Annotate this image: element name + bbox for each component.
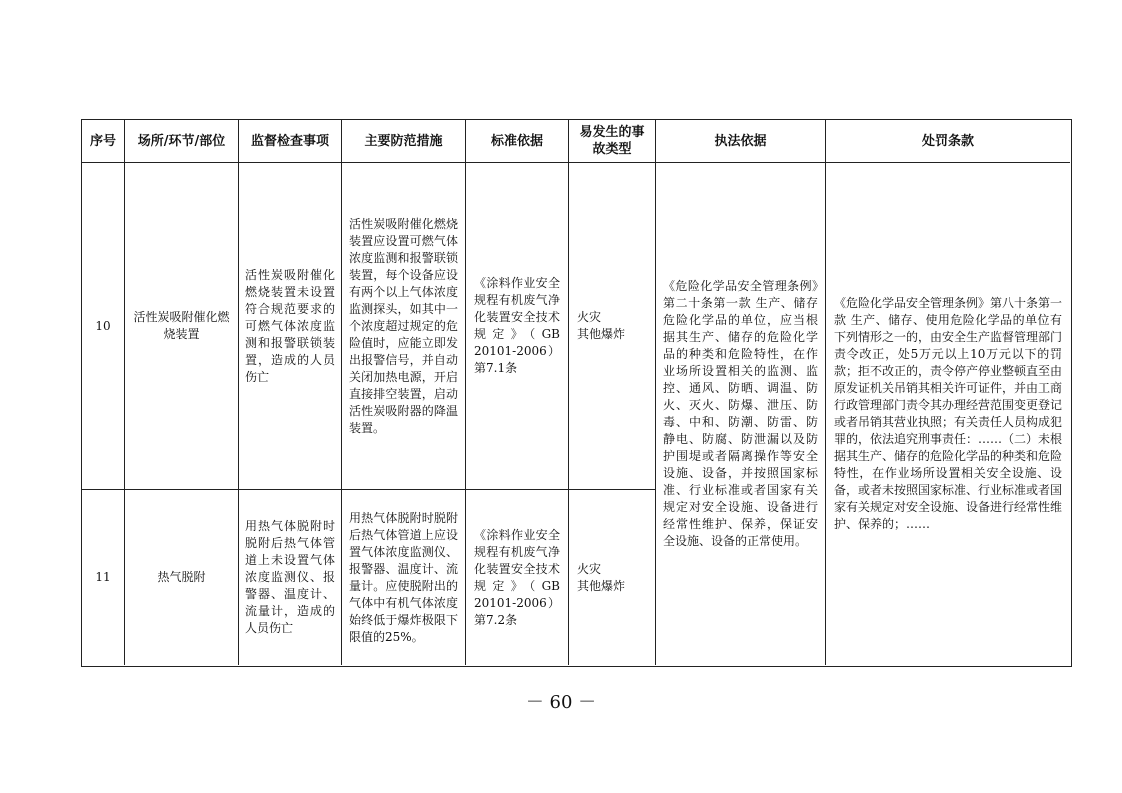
header-standard: 标准依据 <box>490 133 543 149</box>
row-measures: 活性炭吸附催化燃烧装置应设置可燃气体浓度监测和报警联锁装置，每个设备应设有两个以上气体浓度监测探头，如其中一个浓度超过规定的危险值时，应能立即发出报警信号，并自动关闭加热电源，开启直接排空装置，启动活性炭吸附器的降温装置。 <box>349 216 458 435</box>
row-place: 活性炭吸附催化燃烧装置 <box>133 310 230 341</box>
law-basis: 《危险化学品安全管理条例》第二十条第一款 生产、储存危险化学品的单位，应当根据其生产、储存的危险化学品的种类和危险特性，在作业场所设置相关的监测、监控、通风、防晒、调温、防火、灭火、防爆、泄压、防毒、中和、防潮、防雷、防静电、防腐、防泄漏以及防护围堤或者隔离操作等安全设施、设备，并按照国家标准、行业标准或者国家有关规定对安全设施、设备进行经常性维护、保养，保证安全设施、设备的正常使用。 <box>663 279 818 548</box>
row-inspection-item: 活性炭吸附催化燃烧装置未设置符合规范要求的可燃气体浓度监测和报警联锁装置，造成的人员伤亡 <box>245 267 335 384</box>
header-place: 场所/环节/部位 <box>137 133 226 149</box>
row-inspection-item: 用热气体脱附时脱附后热气体管道上未设置气体浓度监测仪、报警器、温度计、流量计，造成的人员伤亡 <box>245 519 335 635</box>
row-no: 11 <box>95 570 111 584</box>
header-law: 执法依据 <box>714 133 767 149</box>
header-accident: 易发生的事故类型 <box>579 125 645 157</box>
row-accident-type: 火灾 其他爆炸 <box>577 310 626 341</box>
row-accident-type: 火灾 其他爆炸 <box>577 561 626 593</box>
row-standard: 《涂料作业安全规程有机废气净化装置安全技术规定》（GB 20101-2006）第7.2条 <box>474 527 560 627</box>
row-measures: 用热气体脱附时脱附后热气体管道上应设置气体浓度监测仪、报警器、温度计、流量计。应使脱附出的气体中有机气体浓度始终低于爆炸极限下限值的25%。 <box>349 510 458 644</box>
penalty-clause: 《危险化学品安全管理条例》第八十条第一款 生产、储存、使用危险化学品的单位有下列情形之一的，由安全生产监督管理部门责令改正，处5万元以上10万元以下的罚款；拒不改正的，责令停产停业整顿直至由原发证机关吊销其相关许可证件，并由工商行政管理部门责令其办理经营范围变更登记或者吊销其营业执照；有关责任人员构成犯罪的，依法追究刑事责任：……（二）未根据其生产、储存的危险化学品的种类和危险特性，在作业场所设置相关安全设施、设备，或者未按照国家标准、行业标准或者国家有关规定对安全设施、设备进行经常性维护、保养的；…… <box>834 296 1063 531</box>
row-no: 10 <box>95 318 111 333</box>
header-penalty: 处罚条款 <box>921 133 974 149</box>
inspection-table <box>81 119 1072 667</box>
header-no: 序号 <box>89 133 116 149</box>
header-item: 监督检查事项 <box>250 133 329 149</box>
header-measures: 主要防范措施 <box>364 133 443 149</box>
row-standard: 《涂料作业安全规程有机废气净化装置安全技术规定》（GB 20101-2006）第7.1条 <box>474 276 560 375</box>
page-number: － 60 － <box>525 692 597 713</box>
row-place: 热气脱附 <box>157 570 206 584</box>
